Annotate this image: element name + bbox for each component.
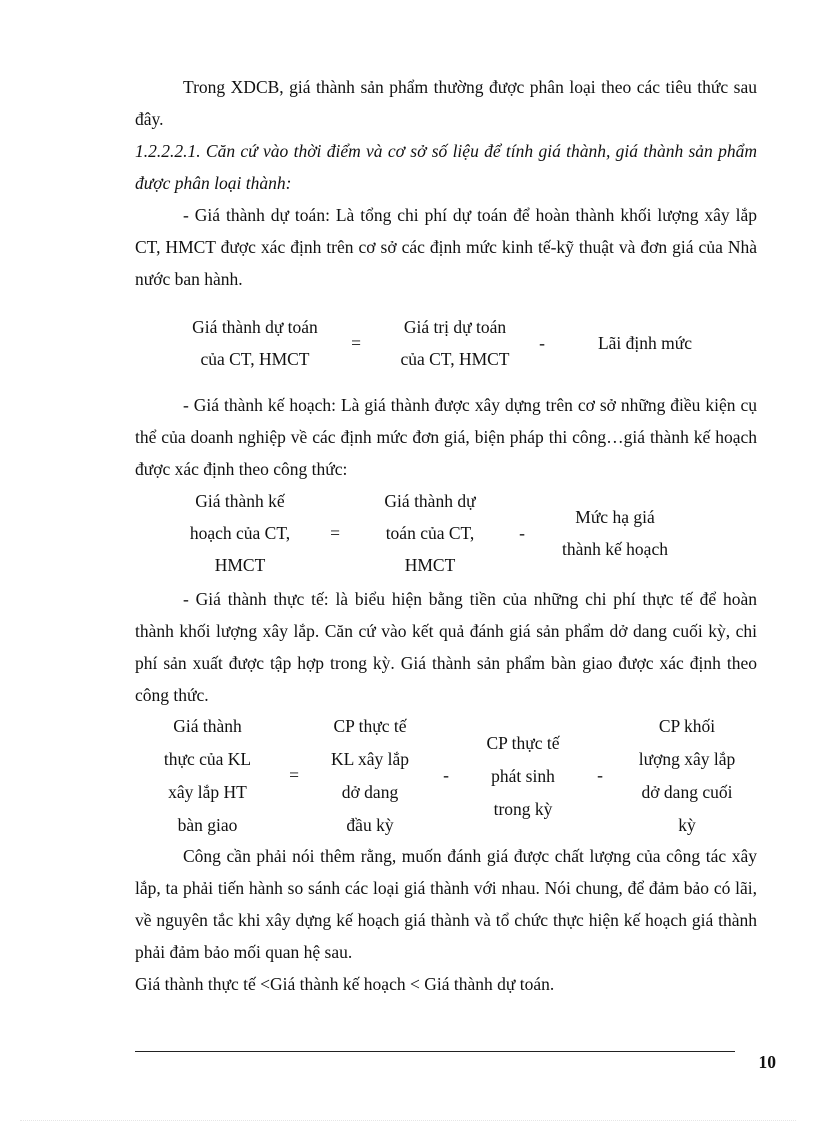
formula3-equals: = [289,765,299,785]
formula3-term1-line4: đầu kỳ [346,815,394,835]
section-heading: 1.2.2.2.1. Căn cứ vào thời điểm và cơ sở số liệu để tính giá thành, giá thành sản phẩm được phân loại thành: [135,141,757,193]
formula3-term3-line2: lượng xây lắp [638,749,736,769]
formula2-equals: = [330,523,340,543]
formula2-term2-line1: Mức hạ giá [575,507,655,527]
formula3-term3-line1: CP khối [658,716,716,736]
formula3-term2-line1: CP thực tế [486,733,560,753]
formula2-term1-line3: HMCT [404,555,456,575]
formula1-term1-line1: Giá trị dự toán [403,317,507,337]
formula1-equals: = [351,333,361,353]
page-number: 10 [758,1052,776,1072]
formula3-term1-line2: KL xây lắp [330,749,410,769]
formula1-minus: - [539,333,545,353]
formula2-term1-line1: Giá thành dự [384,491,476,511]
formula3-term3-line3: dở dang cuối [641,782,733,802]
comparison-paragraph: Công cần phải nói thêm rằng, muốn đánh giá được chất lượng của công tác xây lắp, ta phải tiến hành so sánh các loại giá thành với nhau. Nói chung, để đảm bảo có lãi, về nguyên tắc khi xây dựng kế hoạch giá thành và tổ chức thực hiện kế hoạch giá thành phải đảm bảo mối quan hệ sau. [135,846,757,962]
formula1-lhs-line2: của CT, HMCT [200,349,310,369]
formula3-minus2: - [597,765,603,785]
formula2-term2-line2: thành kế hoạch [562,539,668,559]
footer-rule [135,1051,735,1052]
formula3-minus1: - [443,765,449,785]
planned-cost-paragraph: - Giá thành kế hoạch: Là giá thành được xây dựng trên cơ sở những điều kiện cụ thể của doanh nghiệp về các định mức đơn giá, biện pháp thi công…giá thành kế hoạch được xác định theo công thức: [135,395,757,479]
page-bottom-dotted-line [20,1120,796,1121]
formula1-lhs-line1: Giá thành dự toán [192,317,318,337]
cost-relation-line: Giá thành thực tế <Giá thành kế hoạch < Giá thành dự toán. [135,974,555,994]
formula3-term3-line4: kỳ [678,815,696,835]
intro-paragraph: Trong XDCB, giá thành sản phẩm thường được phân loại theo các tiêu thức sau đây. [135,77,757,129]
formula3-lhs-line2: thực của KL [163,749,252,769]
formula2-lhs-line1: Giá thành kế [195,491,285,511]
formula2-minus: - [519,523,525,543]
formula1-term2: Lãi định mức [597,333,693,353]
formula3-lhs-line1: Giá thành [173,716,242,736]
formula2-lhs-line2: hoạch của CT, [189,523,291,543]
formula3-lhs-line3: xây lắp HT [168,782,247,802]
formula3-term1-line1: CP thực tế [333,716,407,736]
formula2-lhs-line3: HMCT [214,555,266,575]
formula3-term2-line3: trong kỳ [493,799,553,819]
formula2-term1-line2: toán của CT, [385,523,475,543]
estimated-cost-paragraph: - Giá thành dự toán: Là tổng chi phí dự toán để hoàn thành khối lượng xây lắp CT, HMCT được xác định trên cơ sở các định mức kinh tế-kỹ thuật và đơn giá của Nhà nước ban hành. [135,205,757,289]
actual-cost-paragraph: - Giá thành thực tế: là biểu hiện bằng tiền của những chi phí thực tế để hoàn thành khối lượng xây lắp. Căn cứ vào kết quả đánh giá sản phẩm dở dang cuối kỳ, chi phí sản xuất được tập hợp trong kỳ. Giá thành sản phẩm bàn giao được xác định theo công thức. [135,589,757,705]
formula3-term2-line2: phát sinh [491,766,555,786]
formula1-term1-line2: của CT, HMCT [400,349,510,369]
formula3-term1-line3: dở dang [341,782,399,802]
formula3-lhs-line4: bàn giao [177,815,238,835]
